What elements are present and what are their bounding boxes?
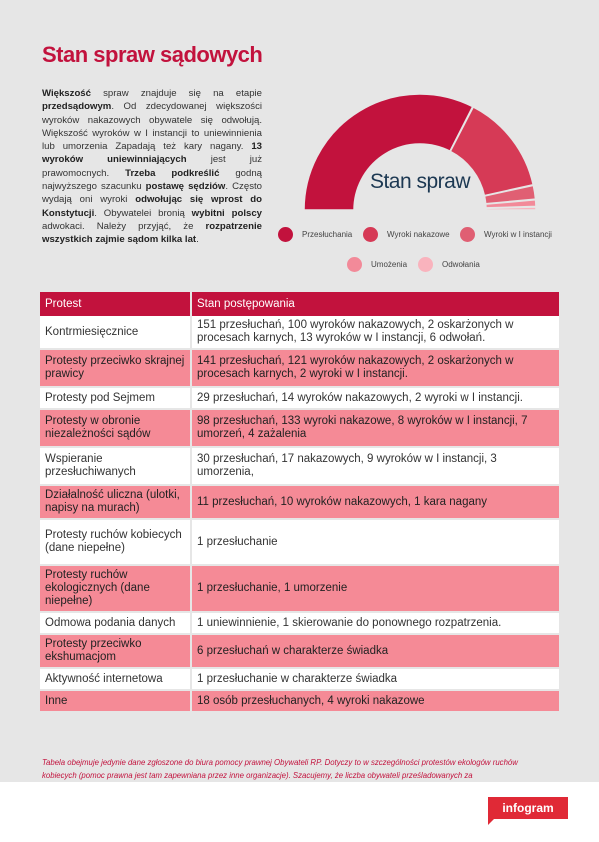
- legend-label: Wyroki w I instancji: [484, 230, 552, 239]
- cell-protest: Kontrmiesięcznice: [40, 316, 191, 349]
- column-header-stan: Stan postępowania: [191, 292, 559, 316]
- table-row: [40, 447, 559, 485]
- intro-segment: wybitni polscy: [191, 207, 262, 219]
- intro-segment: jest już prawomocnych.: [42, 154, 262, 179]
- table-row: [40, 634, 559, 668]
- table-header-row: [40, 292, 559, 316]
- table-row: [40, 409, 559, 447]
- table-row: [40, 519, 559, 565]
- legend-item: [460, 227, 552, 242]
- column-header-protest: Protest: [40, 292, 191, 316]
- table-row: [40, 612, 559, 634]
- legend-label: Umożenia: [371, 260, 408, 269]
- table-row: [40, 565, 559, 612]
- cell-status: 141 przesłuchań, 121 wyroków nakazowych, 2 oskarżonych w procesach karnych, 2 wyroki w I instancji.: [191, 349, 559, 387]
- table-row: [40, 387, 559, 409]
- legend-label: Wyroki nakazowe: [387, 230, 450, 239]
- legend-swatch: [363, 227, 378, 242]
- cell-protest: Protesty w obronie niezależności sądów: [40, 409, 191, 447]
- cell-status: 1 przesłuchanie w charakterze świadka: [191, 668, 559, 690]
- infogram-logo[interactable]: infogram: [488, 797, 568, 819]
- intro-segment: przedsądowym: [42, 101, 112, 113]
- intro-segment: .: [196, 234, 199, 246]
- cell-protest: Działalność uliczna (ulotki, napisy na murach): [40, 485, 191, 519]
- legend-label: Przesłuchania: [302, 230, 353, 239]
- legend-item: [418, 257, 480, 272]
- intro-segment: adwokaci. Należy przyjąć, że: [42, 220, 206, 232]
- cell-status: 6 przesłuchań w charakterze świadka: [191, 634, 559, 668]
- legend-item: [278, 227, 352, 242]
- table-row: [40, 349, 559, 387]
- status-donut-chart: [300, 88, 540, 213]
- legend-item: [363, 227, 450, 242]
- legend-swatch: [347, 257, 362, 272]
- table-row: [40, 668, 559, 690]
- cell-protest: Aktywność internetowa: [40, 668, 191, 690]
- cell-protest: Protesty pod Sejmem: [40, 387, 191, 409]
- intro-segment: 13 wyroków uniewinniających: [42, 141, 262, 166]
- cell-protest: Protesty przeciwko ekshumacjom: [40, 634, 191, 668]
- intro-segment: postawę sędziów: [145, 181, 226, 193]
- footnote: Tabela obejmuje jedynie dane zgłoszone do biura pomocy prawnej Obywateli RP. Dotyczy to w szczególności protestów ekologów ruchów kobiecych (pomoc prawna jest tam zapewniana przez inne organizacje). Szacujemy, że liczba obywateli prześladowanych za: [42, 758, 518, 780]
- intro-segment: spraw znajduje się na etapie: [90, 88, 262, 99]
- intro-segment: Większość: [42, 88, 91, 99]
- cell-status: 18 osób przesłuchanych, 4 wyroki nakazowe: [191, 690, 559, 712]
- chart-title: Stan spraw: [369, 170, 471, 193]
- cell-status: 29 przesłuchań, 14 wyroków nakazowych, 2 wyroki w I instancji.: [191, 387, 559, 409]
- legend-item: [347, 257, 407, 272]
- chart-legend: [278, 227, 568, 273]
- cell-protest: Wspieranie przesłuchiwanych: [40, 447, 191, 485]
- cell-protest: Odmowa podania danych: [40, 612, 191, 634]
- intro-segment: . Często wydają oni wyroki: [42, 181, 262, 206]
- legend-swatch: [418, 257, 433, 272]
- legend-swatch: [278, 227, 293, 242]
- cell-protest: Protesty przeciwko skrajnej prawicy: [40, 349, 191, 387]
- cell-status: 1 przesłuchanie: [191, 519, 559, 565]
- table-row: [40, 690, 559, 712]
- cell-status: 30 przesłuchań, 17 nakazowych, 9 wyroków w I instancji, 3 umorzenia,: [191, 447, 559, 485]
- donut-slice[interactable]: [486, 207, 536, 210]
- intro-paragraph: [42, 87, 262, 247]
- cell-protest: Protesty ruchów kobiecych (dane niepełne): [40, 519, 191, 565]
- cell-protest: Inne: [40, 690, 191, 712]
- intro-segment: godną najwyższego szacunku: [42, 167, 262, 193]
- page-title: Stan spraw sądowych: [42, 42, 263, 67]
- intro-segment: odwołując się wprost do Konstytucji: [42, 194, 262, 219]
- cell-status: 151 przesłuchań, 100 wyroków nakazowych, 2 oskarżonych w procesach karnych, 13 wyroków w I instancji, 6 odwołań.: [191, 316, 559, 349]
- intro-segment: . Obywatelei bronią: [94, 207, 192, 219]
- intro-segment: rozpatrzenie wszystkich zajmie sądom kilka lat: [42, 220, 262, 246]
- table-row: [40, 485, 559, 519]
- table-row: [40, 316, 559, 349]
- cell-status: 1 przesłuchanie, 1 umorzenie: [191, 565, 559, 612]
- intro-segment: . Od zdecydowanej większości wyroków nakazowych obywatele się odwołują. Większość wyroków w I instancji to uniewinnienia lub umorzenia Zapadają też kary nagany.: [42, 101, 262, 153]
- cell-status: 11 przesłuchań, 10 wyroków nakazowych, 1 kara nagany: [191, 485, 559, 519]
- cell-status: 1 uniewinnienie, 1 skierowanie do ponownego rozpatrzenia.: [191, 612, 559, 634]
- cell-status: 98 przesłuchań, 133 wyroki nakazowe, 8 wyroków w I instancji, 7 umorzeń, 4 zażalenia: [191, 409, 559, 447]
- legend-swatch: [460, 227, 475, 242]
- logo-tail-shape: [488, 817, 496, 825]
- intro-segment: Trzeba podkreślić: [125, 167, 220, 179]
- legend-label: Odwołania: [442, 260, 480, 269]
- status-table: [40, 292, 559, 713]
- cell-protest: Protesty ruchów ekologicznych (dane niepełne): [40, 565, 191, 612]
